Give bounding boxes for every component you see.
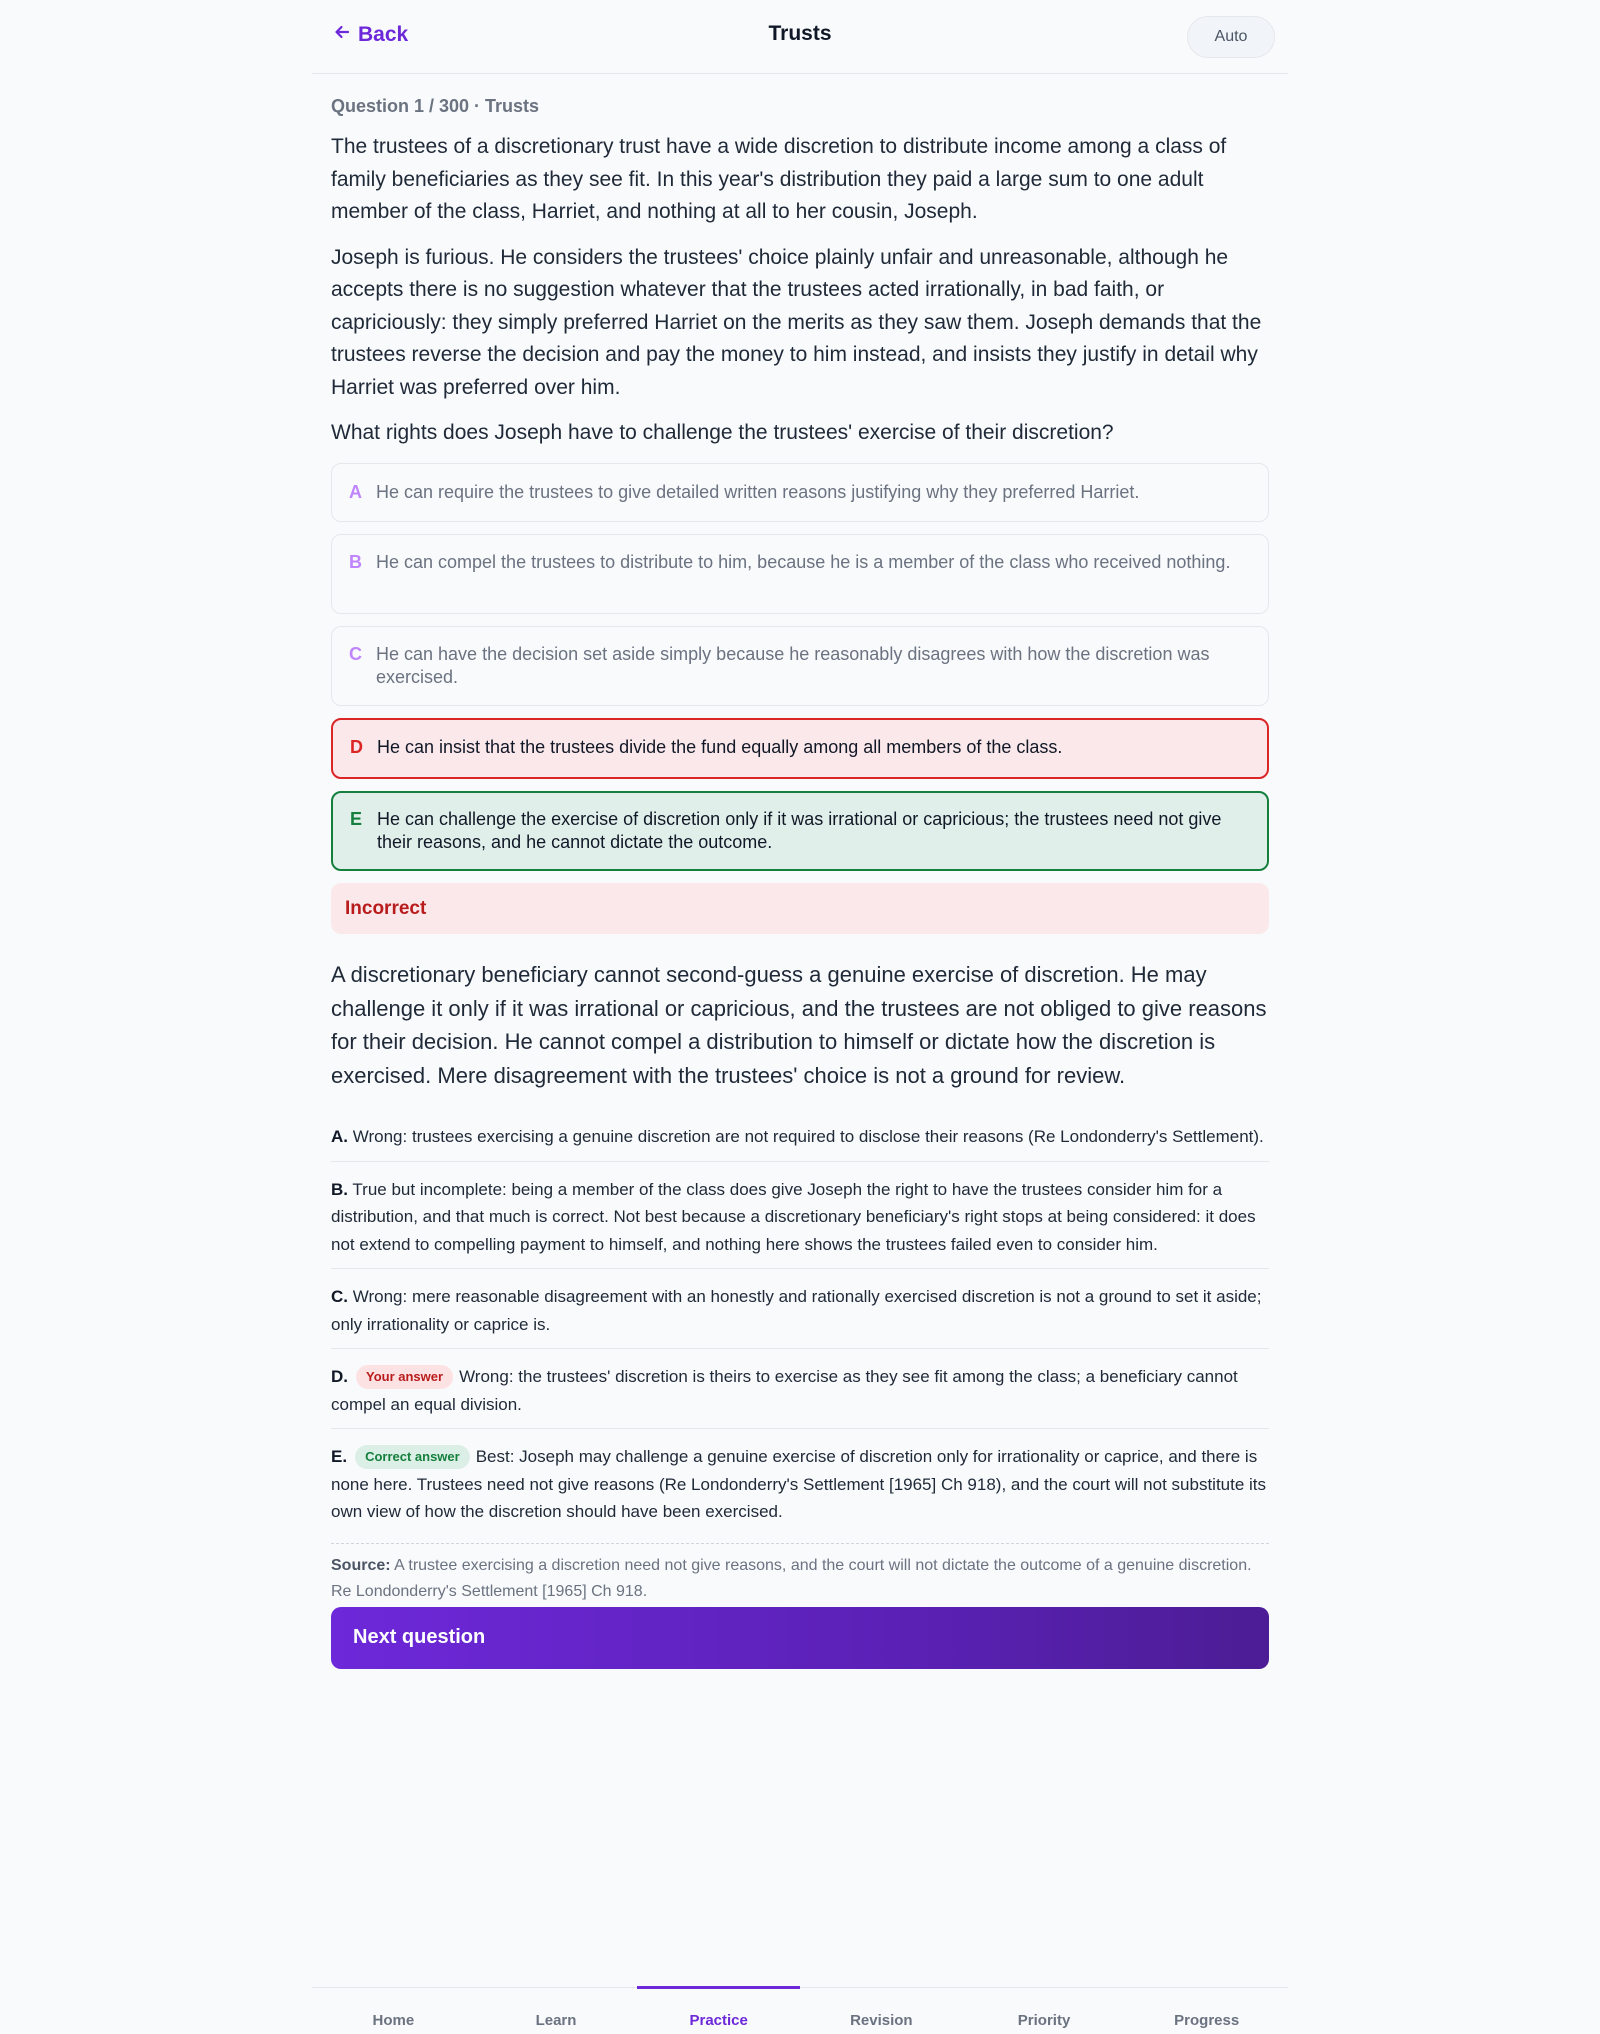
nav-tab-practice[interactable]: Practice: [637, 1988, 800, 2034]
option-letter: E: [350, 809, 363, 829]
explanation-item-e: [331, 1443, 1269, 1544]
explanation-letter: B.: [331, 1179, 348, 1199]
source-text: A trustee exercising a discretion need not give reasons, and the court will not dictate the outcome of a genuine discretion. Re Londonderry's Settlement [1965] Ch 918.: [331, 1556, 1252, 1600]
option-explanations: [331, 1123, 1269, 1544]
page-title: Trusts: [768, 22, 832, 45]
nav-tab-home[interactable]: Home: [372, 2012, 415, 2029]
app-shell: [312, 0, 1288, 2034]
explanation-letter: E.: [331, 1447, 348, 1466]
top-bar: [312, 0, 1288, 74]
option-letter: D: [350, 737, 363, 757]
nav-tab-priority[interactable]: Priority: [1017, 2012, 1071, 2029]
explanation-item-b: [331, 1176, 1269, 1270]
explanation-summary: A discretionary beneficiary cannot second-guess a genuine exercise of discretion. He may challenge it only if it was irrational or capricious, and the trustees are not obliged to give reasons for their decision. He cannot compel a distribution to himself or dictate how the discretion is exercised. Mere disagreement with the trustees' choice is not a ground for review.: [331, 962, 1267, 1088]
explanation-text: Wrong: mere reasonable disagreement with an honestly and rationally exercised discretion is not a ground to set it aside; only irrationality or caprice is.: [331, 1287, 1262, 1334]
nav-tab-progress[interactable]: Progress: [1174, 2012, 1240, 2029]
explanation-item-d: [331, 1363, 1269, 1429]
source-note: [331, 1553, 1269, 1605]
explanation-letter: D.: [331, 1367, 348, 1386]
option-text: He can compel the trustees to distribute to him, because he is a member of the class who received nothing.: [376, 552, 1231, 572]
explanation-letter: C.: [331, 1287, 348, 1306]
option-text: He can challenge the exercise of discretion only if it was irrational or capricious; the trustees need not give their reasons, and he cannot dictate the outcome.: [377, 809, 1222, 852]
option-text: He can require the trustees to give detailed written reasons justifying why they preferred Harriet.: [376, 482, 1140, 502]
explanation-item-c: [331, 1283, 1269, 1349]
question-meta: Question 1 / 300 · Trusts: [331, 96, 540, 116]
option-letter: C: [349, 644, 362, 664]
explanation-text: True but incomplete: being a member of the class does give Joseph the right to have the trustees consider him for a distribution, and that much is correct. Not best because a discretionary beneficiary's right stops at being considered: it does not extend to compelling payment to himself, and nothing here shows the trustees failed even to consider him.: [331, 1179, 1256, 1254]
option-text: He can insist that the trustees divide the fund equally among all members of the class.: [377, 737, 1063, 757]
answer-option-c[interactable]: [331, 626, 1269, 706]
correct-answer-badge: Correct answer: [355, 1445, 470, 1469]
question-content: [331, 96, 1269, 1669]
next-question-button[interactable]: Next question: [331, 1607, 1269, 1669]
explanation-text: Best: Joseph may challenge a genuine exercise of discretion only for irrationality or caprice, and there is none here. Trustees need not give reasons (Re Londonderry's Settlement [1965] Ch 918), and the court will not substitute its own view of how the discretion should have been exercised.: [331, 1447, 1267, 1521]
answer-option-b[interactable]: [331, 534, 1269, 614]
answer-option-e[interactable]: [331, 791, 1269, 871]
answer-option-d[interactable]: [331, 718, 1269, 779]
source-label: Source:: [331, 1556, 391, 1574]
explanation-item-a: [331, 1123, 1269, 1162]
question-paragraph: The trustees of a discretionary trust have a wide discretion to distribute income among a class of family beneficiaries as they see fit. In this year's distribution they paid a large sum to one adult member of the class, Harriet, and nothing at all to her cousin, Joseph.: [331, 135, 1227, 223]
auto-mode-button[interactable]: Auto: [1187, 16, 1275, 58]
answer-option-a[interactable]: [331, 463, 1269, 522]
question-prompt: What rights does Joseph have to challenge the trustees' exercise of their discretion?: [331, 421, 1114, 444]
back-label: Back: [358, 23, 409, 46]
option-letter: A: [349, 482, 362, 502]
your-answer-badge: Your answer: [356, 1365, 453, 1389]
question-paragraph: Joseph is furious. He considers the trustees' choice plainly unfair and unreasonable, although he accepts there is no suggestion whatever that the trustees acted irrationally, in bad faith, or capriciously: they simply preferred Harriet on the merits as they saw them. Joseph demands that the trustees reverse the decision and pay the money to him instead, and insists they justify in detail why Harriet was preferred over him.: [331, 245, 1262, 399]
option-text: He can have the decision set aside simply because he reasonably disagrees with how the discretion was exercised.: [376, 644, 1210, 687]
explanation-letter: A.: [331, 1127, 348, 1146]
explanation-text: Wrong: trustees exercising a genuine discretion are not required to disclose their reasons (Re Londonderry's Settlement).: [352, 1127, 1264, 1146]
nav-tab-learn[interactable]: Learn: [535, 2012, 577, 2029]
option-letter: B: [349, 552, 362, 572]
explanation-text: Wrong: the trustees' discretion is theirs to exercise as they see fit among the class; a beneficiary cannot compel an equal division.: [331, 1367, 1238, 1414]
result-banner: Incorrect: [331, 883, 1269, 934]
nav-tab-revision[interactable]: Revision: [850, 2012, 913, 2029]
bottom-nav: [312, 1987, 1288, 2034]
